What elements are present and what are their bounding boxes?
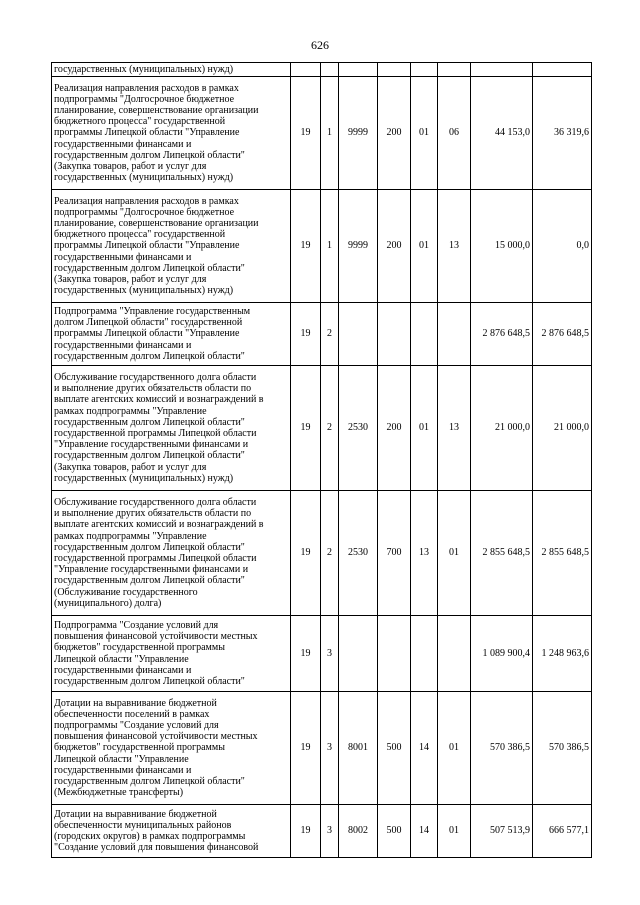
amount-year2-cell xyxy=(533,63,592,77)
gr-code-cell: 19 xyxy=(291,366,321,491)
section-cell: 01 xyxy=(411,77,438,190)
table-row xyxy=(52,491,592,616)
section-cell: 14 xyxy=(411,805,438,858)
section-cell: 01 xyxy=(411,190,438,303)
section-cell xyxy=(411,303,438,366)
section-cell xyxy=(411,63,438,77)
subsection-cell xyxy=(438,303,471,366)
row-name-cell: Обслуживание государственного долга области и выполнение других обязательств области по выплате агентских комиссий и вознаграждений в рамках подпрограммы "Управление государственным долгом Липецкой области" государственной программы Липецкой области "Управление государственными финансами и государственным долгом Липецкой области" (Закупка товаров, работ и услуг для государственных (муниципальных) нужд) xyxy=(52,366,291,491)
amount-year2-cell: 0,0 xyxy=(533,190,592,303)
budget-table xyxy=(51,62,592,858)
expense-type-cell: 500 xyxy=(378,805,411,858)
table-row xyxy=(52,77,592,190)
expense-code-cell xyxy=(339,303,378,366)
amount-year1-cell: 44 153,0 xyxy=(471,77,533,190)
section-cell: 14 xyxy=(411,692,438,805)
subsection-cell: 13 xyxy=(438,366,471,491)
row-name-cell: государственных (муниципальных) нужд) xyxy=(52,63,291,77)
table-row xyxy=(52,190,592,303)
row-name-cell: Обслуживание государственного долга области и выполнение других обязательств области по выплате агентских комиссий и вознаграждений в рамках подпрограммы "Управление государственным долгом Липецкой области" государственной программы Липецкой области "Управление государственными финансами и государственным долгом Липецкой области" (Обслуживание государственного (муниципального) долга) xyxy=(52,491,291,616)
subprogram-code-cell: 3 xyxy=(321,692,339,805)
amount-year2-cell: 570 386,5 xyxy=(533,692,592,805)
expense-type-cell xyxy=(378,616,411,692)
amount-year2-cell: 21 000,0 xyxy=(533,366,592,491)
table-row xyxy=(52,303,592,366)
amount-year2-cell: 2 876 648,5 xyxy=(533,303,592,366)
subsection-cell: 01 xyxy=(438,692,471,805)
subsection-cell: 01 xyxy=(438,805,471,858)
subprogram-code-cell: 2 xyxy=(321,491,339,616)
amount-year1-cell: 15 000,0 xyxy=(471,190,533,303)
subsection-cell xyxy=(438,616,471,692)
row-name-cell: Реализация направления расходов в рамках подпрограммы "Долгосрочное бюджетное планирование, совершенствование организации бюджетного процесса" государственной программы Липецкой области "Управление государственными финансами и государственным долгом Липецкой области" (Закупка товаров, работ и услуг для государственных (муниципальных) нужд) xyxy=(52,77,291,190)
subprogram-code-cell: 3 xyxy=(321,616,339,692)
table-row xyxy=(52,692,592,805)
row-name-cell: Дотации на выравнивание бюджетной обеспеченности муниципальных районов (городских округов) в рамках подпрограммы "Создание условий для повышения финансовой xyxy=(52,805,291,858)
subprogram-code-cell: 1 xyxy=(321,77,339,190)
amount-year1-cell: 2 876 648,5 xyxy=(471,303,533,366)
subprogram-code-cell: 3 xyxy=(321,805,339,858)
amount-year1-cell: 507 513,9 xyxy=(471,805,533,858)
table-row xyxy=(52,805,592,858)
table-row xyxy=(52,616,592,692)
expense-code-cell: 8001 xyxy=(339,692,378,805)
page-number: 626 xyxy=(311,38,329,52)
subprogram-code-cell: 1 xyxy=(321,190,339,303)
section-cell: 01 xyxy=(411,366,438,491)
subprogram-code-cell: 2 xyxy=(321,366,339,491)
expense-code-cell xyxy=(339,616,378,692)
subsection-cell xyxy=(438,63,471,77)
subsection-cell: 13 xyxy=(438,190,471,303)
row-name-cell: Подпрограмма "Создание условий для повышения финансовой устойчивости местных бюджетов" государственной программы Липецкой области "Управление государственными финансами и государственным долгом Липецкой области" xyxy=(52,616,291,692)
gr-code-cell: 19 xyxy=(291,491,321,616)
expense-code-cell xyxy=(339,63,378,77)
section-cell: 13 xyxy=(411,491,438,616)
expense-type-cell: 200 xyxy=(378,366,411,491)
expense-code-cell: 9999 xyxy=(339,190,378,303)
gr-code-cell: 19 xyxy=(291,692,321,805)
row-name-cell: Реализация направления расходов в рамках подпрограммы "Долгосрочное бюджетное планирование, совершенствование организации бюджетного процесса" государственной программы Липецкой области "Управление государственными финансами и государственным долгом Липецкой области" (Закупка товаров, работ и услуг для государственных (муниципальных) нужд) xyxy=(52,190,291,303)
amount-year1-cell: 2 855 648,5 xyxy=(471,491,533,616)
expense-type-cell: 700 xyxy=(378,491,411,616)
row-name-cell: Дотации на выравнивание бюджетной обеспеченности поселений в рамках подпрограммы "Создание условий для повышения финансовой устойчивости местных бюджетов" государственной программы Липецкой области "Управление государственными финансами и государственным долгом Липецкой области" (Межбюджетные трансферты) xyxy=(52,692,291,805)
expense-code-cell: 2530 xyxy=(339,491,378,616)
amount-year1-cell: 1 089 900,4 xyxy=(471,616,533,692)
section-cell xyxy=(411,616,438,692)
gr-code-cell: 19 xyxy=(291,303,321,366)
gr-code-cell: 19 xyxy=(291,616,321,692)
subsection-cell: 06 xyxy=(438,77,471,190)
gr-code-cell xyxy=(291,63,321,77)
amount-year1-cell xyxy=(471,63,533,77)
gr-code-cell: 19 xyxy=(291,77,321,190)
expense-type-cell xyxy=(378,63,411,77)
amount-year2-cell: 2 855 648,5 xyxy=(533,491,592,616)
subprogram-code-cell: 2 xyxy=(321,303,339,366)
gr-code-cell: 19 xyxy=(291,805,321,858)
row-name-cell: Подпрограмма "Управление государственным долгом Липецкой области" государственной программы Липецкой области "Управление государственными финансами и государственным долгом Липецкой области" xyxy=(52,303,291,366)
expense-code-cell: 8002 xyxy=(339,805,378,858)
table-body xyxy=(52,63,592,858)
subprogram-code-cell xyxy=(321,63,339,77)
gr-code-cell: 19 xyxy=(291,190,321,303)
subsection-cell: 01 xyxy=(438,491,471,616)
table-row xyxy=(52,366,592,491)
amount-year2-cell: 36 319,6 xyxy=(533,77,592,190)
expense-type-cell: 200 xyxy=(378,190,411,303)
amount-year1-cell: 570 386,5 xyxy=(471,692,533,805)
expense-type-cell: 500 xyxy=(378,692,411,805)
amount-year2-cell: 1 248 963,6 xyxy=(533,616,592,692)
amount-year1-cell: 21 000,0 xyxy=(471,366,533,491)
expense-code-cell: 2530 xyxy=(339,366,378,491)
amount-year2-cell: 666 577,1 xyxy=(533,805,592,858)
expense-type-cell xyxy=(378,303,411,366)
expense-code-cell: 9999 xyxy=(339,77,378,190)
expense-type-cell: 200 xyxy=(378,77,411,190)
table-row xyxy=(52,63,592,77)
